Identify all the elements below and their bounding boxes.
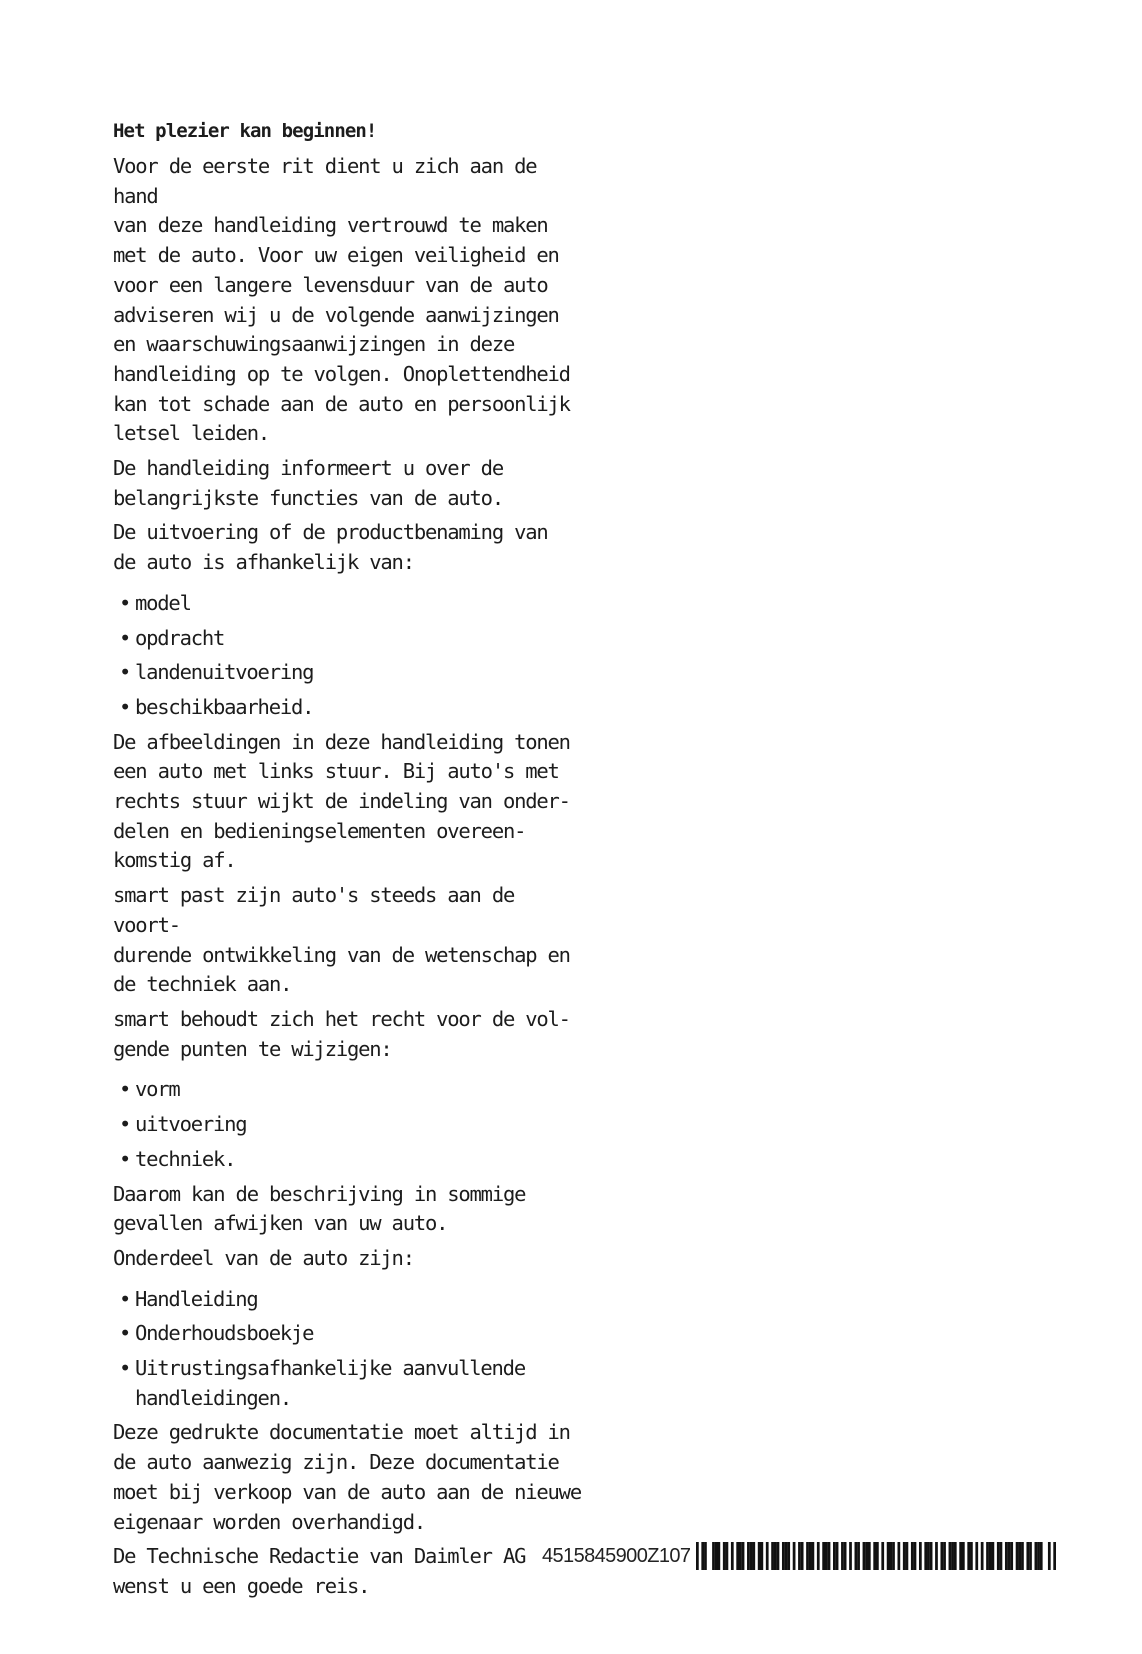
barcode-bar — [799, 1542, 802, 1570]
barcode-bar — [866, 1542, 869, 1570]
barcode-bar — [723, 1542, 726, 1570]
barcode-bar — [753, 1542, 756, 1570]
barcode-bar — [812, 1542, 815, 1570]
document-footer — [542, 1542, 1056, 1570]
barcode-bar — [855, 1542, 858, 1570]
barcode-bar — [772, 1542, 775, 1570]
barcode-bar — [731, 1542, 734, 1570]
barcode-bar — [970, 1542, 973, 1570]
barcode-bar — [774, 1542, 777, 1570]
barcode-bar — [841, 1542, 844, 1570]
barcode-bar — [906, 1542, 909, 1570]
barcode-bar — [989, 1542, 992, 1570]
barcode-bar — [825, 1542, 828, 1570]
barcode-bar — [696, 1542, 699, 1570]
barcode-bar — [893, 1542, 896, 1570]
barcode-bar — [809, 1542, 812, 1570]
barcode-bar — [981, 1542, 984, 1570]
barcode-bar — [715, 1542, 718, 1570]
list-item: • uitvoering — [113, 1110, 583, 1140]
list-item: • Handleiding — [113, 1285, 583, 1315]
list-item: • techniek. — [113, 1145, 583, 1175]
barcode-bar — [807, 1542, 810, 1570]
barcode-bar — [930, 1542, 933, 1570]
barcode-bar — [914, 1542, 917, 1570]
barcode-bar — [874, 1542, 877, 1570]
barcode-bar — [992, 1542, 995, 1570]
barcode-bar — [1021, 1542, 1024, 1570]
closing-paragraph: De Technische Redactie van Daimler AG wenst u een goede reis. — [113, 1544, 526, 1598]
barcode-bar — [936, 1542, 939, 1570]
barcode-bar — [1005, 1542, 1008, 1570]
list-item: • landenuitvoering — [113, 658, 583, 688]
barcode-bar — [868, 1542, 871, 1570]
list-item: • beschikbaarheid. — [113, 693, 583, 723]
documentation-paragraph: Deze gedrukte documentatie moet altijd in de auto aanwezig zijn. Deze documentatie moet bij verkoop van de auto aan de nieuwe eigenaar worden overhandigd. — [113, 1420, 581, 1534]
barcode-bar — [997, 1542, 1000, 1570]
list-item: • opdracht — [113, 624, 583, 654]
barcode-bar — [863, 1542, 866, 1570]
barcode-bar — [844, 1542, 847, 1570]
text-column — [113, 116, 583, 1607]
barcode-bar — [713, 1542, 716, 1570]
barcode-bar — [739, 1542, 742, 1570]
list-item: • Onderhoudsboekje — [113, 1319, 583, 1349]
barcode-bar — [718, 1542, 721, 1570]
barcode-bar — [823, 1542, 826, 1570]
page-heading: Het plezier kan beginnen! — [113, 120, 377, 142]
barcode — [696, 1542, 1056, 1570]
barcode-bar — [1038, 1542, 1041, 1570]
list-item: • model — [113, 589, 583, 619]
barcode-bar — [949, 1542, 952, 1570]
barcode-bar — [890, 1542, 893, 1570]
variant-list — [113, 589, 583, 723]
rights-paragraph: smart behoudt zich het recht voor de vol- gende punten te wijzigen: — [113, 1006, 570, 1061]
barcode-bar — [1000, 1542, 1003, 1570]
barcode-bar — [704, 1542, 707, 1570]
barcode-bar — [793, 1542, 796, 1570]
illustration-paragraph: De afbeeldingen in deze handleiding tonen een auto met links stuur. Bij auto's met rechts stuur wijkt de indeling van onder- delen en bedieningselementen overeen- komstig af. — [113, 729, 570, 873]
barcode-bar — [766, 1542, 769, 1570]
barcode-bar — [726, 1542, 729, 1570]
barcode-bar — [747, 1542, 750, 1570]
development-paragraph: smart past zijn auto's steeds aan de voort- durende ontwikkeling van de wetenschap en de techniek aan. — [113, 883, 570, 997]
barcode-bar — [817, 1542, 820, 1570]
barcode-bar — [1016, 1542, 1019, 1570]
barcode-bar — [785, 1542, 788, 1570]
barcode-bar — [777, 1542, 780, 1570]
barcode-bar — [788, 1542, 791, 1570]
barcode-bar — [1019, 1542, 1022, 1570]
barcode-bar — [941, 1542, 944, 1570]
barcode-bar — [833, 1542, 836, 1570]
barcode-bar — [962, 1542, 965, 1570]
variant-paragraph: De uitvoering of de productbenaming van de auto is afhankelijk van: — [113, 520, 548, 575]
barcode-bar — [925, 1542, 928, 1570]
barcode-bar — [737, 1542, 740, 1570]
barcode-bar — [919, 1542, 922, 1570]
list-item: • vorm — [113, 1075, 583, 1105]
barcode-bar — [850, 1542, 853, 1570]
barcode-bar — [828, 1542, 831, 1570]
barcode-bar — [1035, 1542, 1038, 1570]
intro-paragraph: Voor de eerste rit dient u zich aan de hand van deze handleiding vertrouwd te maken met de auto. Voor uw eigen veiligheid en voor een langere levensduur van de auto adviseren wij u de volgende aanwijzingen en waarschuwingsaanwijzingen in deze handleiding op te volgen. Onoplettendheid kan tot schade aan de auto en persoonlijk letsel leiden. — [113, 154, 570, 446]
barcode-bar — [1030, 1542, 1033, 1570]
barcode-bar — [836, 1542, 839, 1570]
barcode-bar — [742, 1542, 745, 1570]
barcode-bar — [968, 1542, 971, 1570]
document-code: 4515845900Z107 — [542, 1544, 691, 1567]
barcode-bar — [1008, 1542, 1011, 1570]
barcode-bar — [782, 1542, 785, 1570]
barcode-bar — [758, 1542, 761, 1570]
list-item: • Uitrustingsafhankelijke aanvullende handleidingen. — [113, 1354, 583, 1413]
barcode-bar — [903, 1542, 906, 1570]
contents-list — [113, 1285, 583, 1414]
barcode-bar — [954, 1542, 957, 1570]
barcode-bar — [858, 1542, 861, 1570]
barcode-bar — [960, 1542, 963, 1570]
info-paragraph: De handleiding informeert u over de belangrijkste functies van de auto. — [113, 456, 503, 510]
changes-list — [113, 1075, 583, 1174]
barcode-bar — [976, 1542, 979, 1570]
barcode-bar — [761, 1542, 764, 1570]
barcode-bar — [911, 1542, 914, 1570]
barcode-bar — [898, 1542, 901, 1570]
barcode-bar — [1040, 1542, 1043, 1570]
barcode-bar — [952, 1542, 955, 1570]
deviation-paragraph: Daarom kan de beschrijving in sommige gevallen afwijken van uw auto. — [113, 1181, 526, 1236]
barcode-bar — [1048, 1542, 1051, 1570]
barcode-bar — [927, 1542, 930, 1570]
barcode-bar — [750, 1542, 753, 1570]
barcode-bar — [887, 1542, 890, 1570]
barcode-bar — [882, 1542, 885, 1570]
barcode-bar — [1011, 1542, 1014, 1570]
barcode-bar — [1054, 1542, 1057, 1570]
barcode-bar — [702, 1542, 705, 1570]
barcode-bar — [876, 1542, 879, 1570]
barcode-bar — [987, 1542, 990, 1570]
barcode-bar — [801, 1542, 804, 1570]
barcode-bar — [1027, 1542, 1030, 1570]
barcode-bar — [944, 1542, 947, 1570]
contents-paragraph: Onderdeel van de auto zijn: — [113, 1245, 414, 1270]
